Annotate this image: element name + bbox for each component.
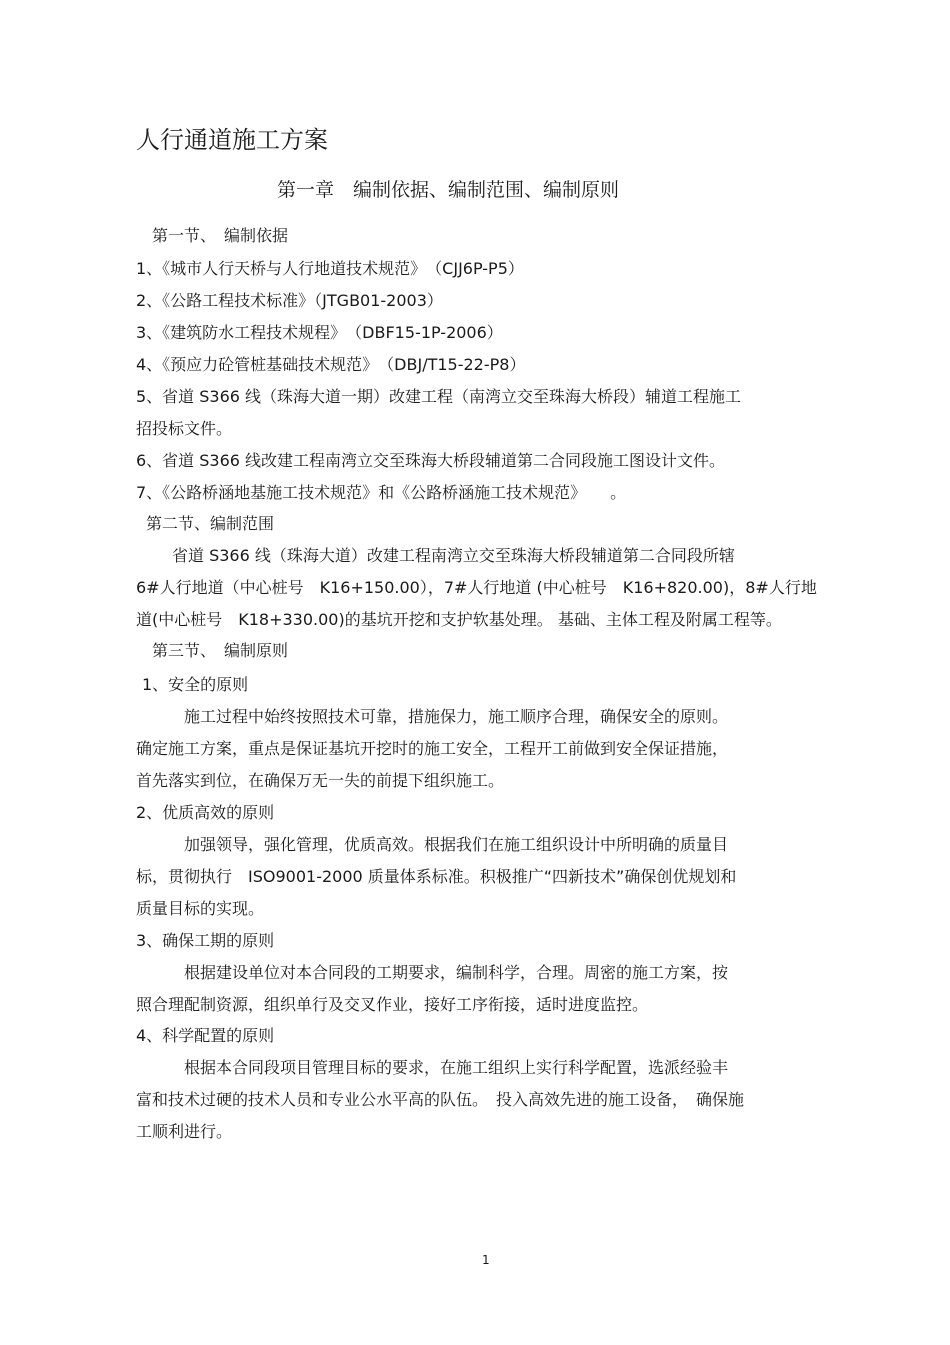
page-number: 1: [482, 1253, 490, 1267]
list-item: 7、《公路桥涵地基施工技术规范》和《公路桥涵施工技术规范》 。: [136, 483, 627, 502]
paragraph-line: 工顺利进行。: [136, 1122, 233, 1141]
subsection-heading: 3、确保工期的原则: [136, 931, 275, 950]
paragraph-line: 根据建设单位对本合同段的工期要求，编制科学，合理。周密的施工方案，按: [184, 963, 729, 982]
paragraph-line: 省道 S366 线（珠海大道）改建工程南湾立交至珠海大桥段辅道第二合同段所辖: [172, 546, 735, 565]
list-item: 2、《公路工程技术标准》（JTGB01-2003）: [136, 291, 443, 310]
section-heading: 第三节、 编制原则: [152, 641, 289, 660]
paragraph-line: 照合理配制资源，组织单行及交叉作业，接好工序衔接，适时进度监控。: [136, 995, 649, 1014]
list-item: 3、《建筑防水工程技术规程》 （DBF15-1P-2006）: [136, 323, 503, 342]
paragraph-line: 6#人行地道（中心桩号 K16+150.00），7#人行地道 (中心桩号 K16+820.00)，8#人行地: [136, 578, 817, 597]
paragraph-line: 道(中心桩号 K18+330.00)的基坑开挖和支护软基处理。 基础、主体工程及附属工程等。: [136, 610, 782, 629]
subsection-heading: 4、科学配置的原则: [136, 1026, 275, 1045]
list-item: 5、省道 S366 线（珠海大道一期）改建工程（南湾立交至珠海大桥段）辅道工程施工: [136, 387, 742, 406]
paragraph-line: 根据本合同段项目管理目标的要求，在施工组织上实行科学配置，选派经验丰: [184, 1058, 729, 1077]
paragraph-line: 施工过程中始终按照技术可靠，措施保力，施工顺序合理，确保安全的原则。: [184, 707, 729, 726]
list-item: 4、《预应力砼管桩基础技术规范》 （DBJ/T15-22-P8）: [136, 355, 526, 374]
list-item-continuation: 招投标文件。: [136, 419, 233, 438]
document-title: 人行通道施工方案: [136, 126, 328, 154]
subsection-heading: 2、优质高效的原则: [136, 803, 275, 822]
paragraph-line: 加强领导，强化管理，优质高效。根据我们在施工组织设计中所明确的质量目: [184, 835, 729, 854]
section-heading: 第二节、编制范围: [146, 514, 275, 533]
paragraph-line: 确定施工方案，重点是保证基坑开挖时的施工安全，工程开工前做到安全保证措施，: [136, 739, 729, 758]
list-item: 6、省道 S366 线改建工程南湾立交至珠海大桥段辅道第二合同段施工图设计文件。: [136, 451, 726, 470]
chapter-title: 第一章 编制依据、编制范围、编制原则: [277, 179, 620, 201]
paragraph-line: 质量目标的实现。: [136, 899, 265, 918]
paragraph-line: 首先落实到位，在确保万无一失的前提下组织施工。: [136, 771, 505, 790]
list-item: 1、《城市人行天桥与人行地道技术规范》 （CJJ6P-P5）: [136, 259, 524, 278]
section-heading: 第一节、 编制依据: [152, 226, 289, 245]
subsection-heading: 1、安全的原则: [142, 675, 249, 694]
paragraph-line: 富和技术过硬的技术人员和专业公水平高的队伍。 投入高效先进的施工设备， 确保施: [136, 1090, 745, 1109]
paragraph-line: 标，贯彻执行 ISO9001-2000 质量体系标准。积极推广“四新技术”确保创优规划和: [136, 867, 737, 886]
